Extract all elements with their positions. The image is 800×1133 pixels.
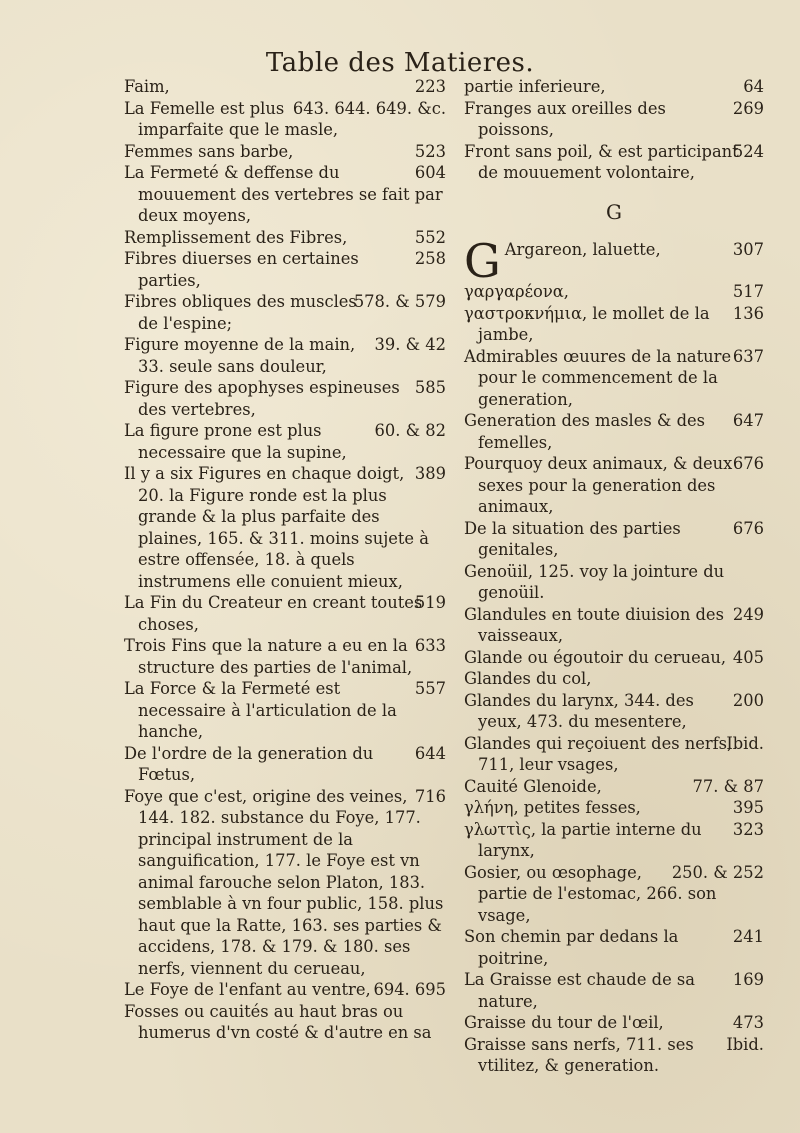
entry-page-number: 552 [414,227,446,247]
entry-text: γαργαρέονα, [464,282,569,301]
entry-page-number: Ibid. [726,733,764,753]
entry-text: De la situation des parties genitales, [464,518,681,559]
index-entry [464,346,764,411]
entry-text: Glandes du col, [464,669,592,688]
index-entry [124,678,446,743]
entry-text: La Fermeté & deffense du mouuement des vertebres se fait par deux moyens, [124,163,443,225]
entry-text: Son chemin par dedans la poitrine, [464,927,679,968]
entry-text: Foye que c'est, origine des veines, 144. 182. substance du Foye, 177. principal instrument de la sanguification, 177. le Foye est vn animal farouche selon Platon, 183. semblable à vn four public, 158. plus haut que la Ratte, 163. ses parties & accidens, 178. & 179. & 180. ses nerfs, viennent du cerueau, [124,786,444,978]
index-entry [464,561,764,604]
entry-page-number: 405 [732,647,764,667]
entry-text: Fibres obliques des muscles de l'espine; [124,292,357,333]
entry-text: Figure moyenne de la main, 33. seule sans douleur, [124,335,356,376]
entry-page-number: 250. & 252 [671,862,764,882]
index-entry [124,1001,446,1044]
entry-text: La Femelle est plus imparfaite que le masle, [124,98,339,139]
entry-text: Genoüil, 125. voy la jointure du genoüil. [464,561,725,602]
entry-text: Gosier, ou œsophage, partie de l'estomac, 266. son vsage, [464,862,717,925]
index-entry [464,141,764,184]
entry-page-number: 676 [732,518,764,538]
entry-page-number: 395 [732,798,764,817]
right-entries-top [464,76,764,184]
index-entry [464,453,764,518]
entry-page-number: 64 [743,77,764,96]
entry-text: Trois Fins que la nature a eu en la structure des parties de l'animal, [124,636,413,677]
index-entry [464,862,764,927]
entry-page-number: 644 [414,743,446,763]
index-entry [464,776,764,798]
entry-text: Fibres diuerses en certaines parties, [124,249,359,290]
entry-page-number: 323 [732,819,764,839]
index-entry [124,76,446,98]
entry-text: La Fin du Createur en creant toutes choses, [124,593,423,634]
entry-text: Graisse sans nerfs, 711. ses vtilitez, & generation. [464,1034,694,1075]
index-entry [464,690,764,733]
index-entry [124,141,446,163]
section-letter: G [606,199,622,224]
entry-page-number: 60. & 82 [374,421,446,440]
entry-text: γλήνη, petites fesses, [464,798,641,817]
index-entry [124,743,446,786]
index-entry [124,291,446,334]
entry-page-number: 643. 644. 649. &c. [292,98,446,118]
entry-page-number: 39. & 42 [374,335,446,354]
index-entry [464,234,764,288]
index-entry [464,797,764,819]
entry-text: De l'ordre de la generation du Fœtus, [124,743,374,784]
entry-page-number: 585 [414,378,446,397]
entry-text: Cauité Glenoide, [464,776,602,796]
entry-page-number: 517 [732,282,764,301]
drop-cap: G [464,234,501,288]
entry-text: Le Foye de l'enfant au ventre, [124,980,371,999]
index-entry [464,1012,764,1034]
index-entry [124,248,446,291]
entry-text: γλωττὶς, la partie interne du larynx, [464,819,702,860]
index-entry [464,733,764,776]
entry-page-number: 136 [732,303,764,323]
entry-text: γαστροκνήμια, le mollet de la jambe, [464,303,710,344]
entry-text: Franges aux oreilles des poissons, [464,98,666,139]
index-entry [124,786,446,980]
entry-text: Pourquoy deux animaux, & deux sexes pour la generation des animaux, [464,454,733,516]
page-title: Table des Matieres. [265,48,535,78]
entry-page-number: 716 [414,786,446,806]
entry-text: Glandes qui reçoiuent des nerfs, 711, leur vsages, [464,733,733,774]
index-entry [464,926,764,969]
index-entry [124,98,446,141]
index-entry [464,819,764,862]
entry-page-number: 473 [732,1013,764,1032]
entry-page-number: 241 [732,927,764,946]
entry-page-number: 307 [732,240,764,259]
entry-text: Faim, [124,77,170,96]
entry-page-number: 269 [732,98,764,118]
entry-page-number: 637 [732,346,764,366]
index-entry [464,76,764,98]
entry-text: La Graisse est chaude de sa nature, [464,970,695,1011]
index-entry [124,592,446,635]
entry-page-number: 258 [414,249,446,268]
entry-text: Generation des masles & des femelles, [464,411,706,452]
index-entry [124,162,446,227]
index-entry [124,979,446,1001]
left-column [124,76,446,1044]
entry-page-number: 77. & 87 [692,776,764,796]
entry-text: Admirables œuures de la nature pour le commencement de la generation, [464,346,732,409]
entry-text: Figure des apophyses espineuses des vertebres, [124,378,400,419]
entry-page-number: 523 [414,141,446,161]
right-column [464,76,764,1077]
entry-text: Remplissement des Fibres, [124,227,348,247]
entry-page-number: 200 [732,690,764,710]
entry-text: Glandules en toute diuision des vaisseaux, [464,604,724,645]
entry-page-number: 578. & 579 [353,292,446,311]
entry-text: Graisse du tour de l'œil, [464,1013,664,1032]
entry-page-number: 633 [414,636,446,655]
index-entry [464,647,764,669]
index-entry [464,303,764,346]
entry-text: Glande ou égoutoir du cerueau, [464,647,727,667]
entry-page-number: Ibid. [726,1034,764,1054]
index-entry [464,518,764,561]
index-entry [124,334,446,377]
index-entry [124,377,446,420]
entry-page-number: 524 [732,141,764,161]
entry-page-number: 519 [414,593,446,612]
entry-text: Il y a six Figures en chaque doigt, 20. la Figure ronde est la plus grande & la plus parfaite des plaines, 165. & 311. moins sujete à estre offensée, 18. à quels instrumens elle conuient mieux, [124,464,429,591]
entry-text: partie inferieure, [464,77,606,96]
entry-text: La Force & la Fermeté est necessaire à l'articulation de la hanche, [124,679,397,741]
entry-page-number: 249 [732,604,764,624]
entry-page-number: 389 [414,464,446,483]
entry-text: La figure prone est plus necessaire que la supine, [124,421,347,462]
index-entry [464,281,764,303]
index-entry [464,969,764,1012]
entry-text: Front sans poil, & est participant de mouuement volontaire, [464,141,739,182]
index-entry [464,98,764,141]
index-entry [464,1034,764,1077]
entry-text: Femmes sans barbe, [124,141,294,161]
entry-page-number: 604 [414,163,446,182]
entry-text: Argareon, laluette, [504,240,661,259]
index-entry [124,420,446,463]
index-entry [464,604,764,647]
entry-text: Fosses ou cauités au haut bras ou humerus d'vn costé & d'autre en sa [124,1001,432,1042]
index-entry [124,227,446,249]
index-entry [124,635,446,678]
index-entry [464,668,764,690]
entry-page-number: 676 [732,454,764,473]
index-entry [464,410,764,453]
entry-page-number: 557 [414,679,446,698]
right-entries-g [464,234,764,1077]
entry-page-number: 647 [732,411,764,430]
index-entry [124,463,446,592]
entry-page-number: 223 [414,77,446,96]
entry-text: Glandes du larynx, 344. des yeux, 473. du mesentere, [464,690,694,731]
entry-page-number: 169 [732,970,764,989]
entry-page-number: 694. 695 [373,980,446,999]
